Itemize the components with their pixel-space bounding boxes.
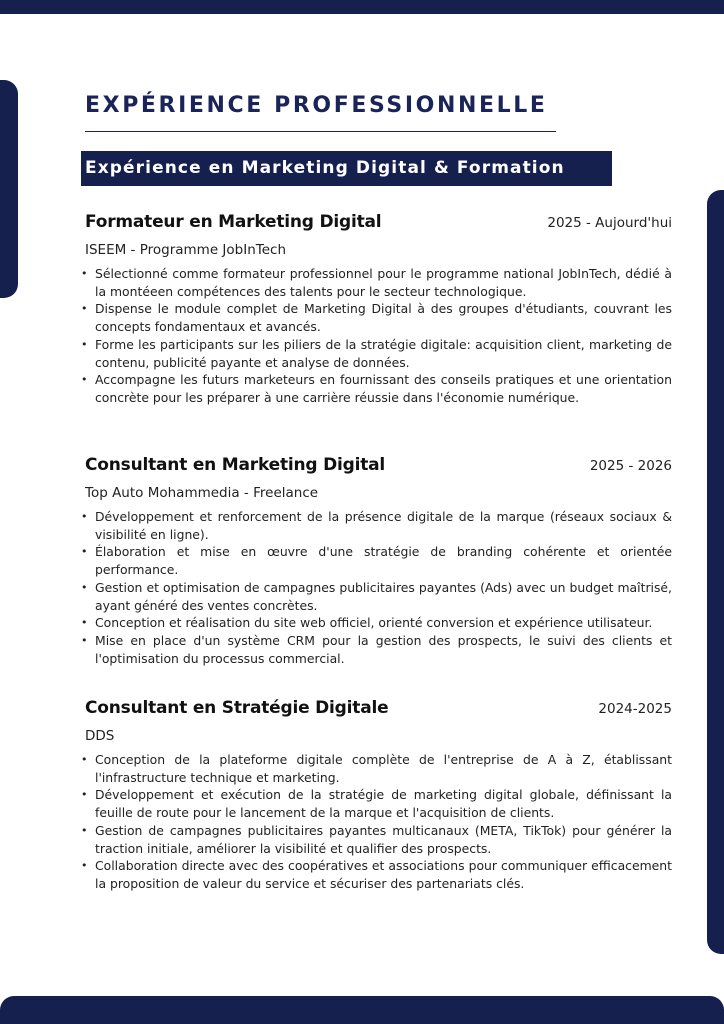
top-decorative-bar — [0, 0, 724, 14]
job-bullet-list — [85, 265, 672, 407]
job-bullet: • Collaboration directe avec des coopératives et associations pour communiquer efficacement la proposition de valeur du service et sécuriser des partenariats clés. — [85, 857, 672, 892]
left-decorative-tab — [0, 80, 18, 298]
job-title: Consultant en Marketing Digital — [85, 455, 386, 475]
job-company: DDS — [85, 728, 115, 744]
job-bullet: • Mise en place d'un système CRM pour la gestion des prospects, le suivi des clients et l'optimisation du processus commercial. — [85, 632, 672, 667]
job-entry-consultant-strategie — [85, 698, 672, 893]
job-bullet: • Dispense le module complet de Marketing Digital à des groupes d'étudiants, couvrant les concepts fondamentaux et avancés. — [85, 300, 672, 335]
job-entry-consultant-marketing — [85, 455, 672, 667]
job-bullet: • Gestion et optimisation de campagnes publicitaires payantes (Ads) avec un budget maîtrisé, ayant généré des ventes concrètes. — [85, 579, 672, 614]
job-bullet: • Élaboration et mise en œuvre d'une stratégie de branding cohérente et orientée performance. — [85, 543, 672, 578]
job-title: Consultant en Stratégie Digitale — [85, 698, 389, 718]
job-date: 2024-2025 — [598, 701, 672, 717]
job-date: 2025 - Aujourd'hui — [547, 215, 672, 231]
section-title: EXPÉRIENCE PROFESSIONNELLE — [85, 93, 548, 118]
job-bullet: • Forme les participants sur les piliers de la stratégie digitale: acquisition client, marketing de contenu, publicité payante et analyse de données. — [85, 336, 672, 371]
job-bullet-list — [85, 751, 672, 893]
job-bullet: • Gestion de campagnes publicitaires payantes multicanaux (META, TikTok) pour générer la traction initiale, améliorer la visibilité et qualifier des prospects. — [85, 822, 672, 857]
job-bullet: • Sélectionné comme formateur professionnel pour le programme national JobInTech, dédié à la montéeen compétences des talents pour le secteur technologique. — [85, 265, 672, 300]
job-entry-formateur — [85, 212, 672, 407]
section-banner: Expérience en Marketing Digital & Formation — [81, 151, 612, 186]
job-bullet: • Développement et renforcement de la présence digitale de la marque (réseaux sociaux & visibilité en ligne). — [85, 508, 672, 543]
right-decorative-tab — [707, 190, 724, 954]
job-bullet-list — [85, 508, 672, 667]
bottom-decorative-bar — [0, 996, 724, 1024]
job-company: Top Auto Mohammedia - Freelance — [85, 485, 319, 501]
job-bullet: • Conception de la plateforme digitale complète de l'entreprise de A à Z, établissant l'infrastructure technique et marketing. — [85, 751, 672, 786]
job-header — [85, 698, 672, 724]
job-bullet: • Conception et réalisation du site web officiel, orienté conversion et expérience utilisateur. — [85, 614, 672, 632]
job-company: ISEEM - Programme JobInTech — [85, 242, 287, 258]
job-bullet: • Accompagne les futurs marketeurs en fournissant des conseils pratiques et une orientation concrète pour les préparer à une carrière réussie dans l'économie numérique. — [85, 371, 672, 406]
job-bullet: • Développement et exécution de la stratégie de marketing digital globale, définissant la feuille de route pour le lancement de la marque et l'acquisition de clients. — [85, 786, 672, 821]
job-date: 2025 - 2026 — [589, 458, 672, 474]
job-header — [85, 212, 672, 238]
job-title: Formateur en Marketing Digital — [85, 212, 382, 232]
job-header — [85, 455, 672, 481]
title-divider — [85, 131, 556, 132]
